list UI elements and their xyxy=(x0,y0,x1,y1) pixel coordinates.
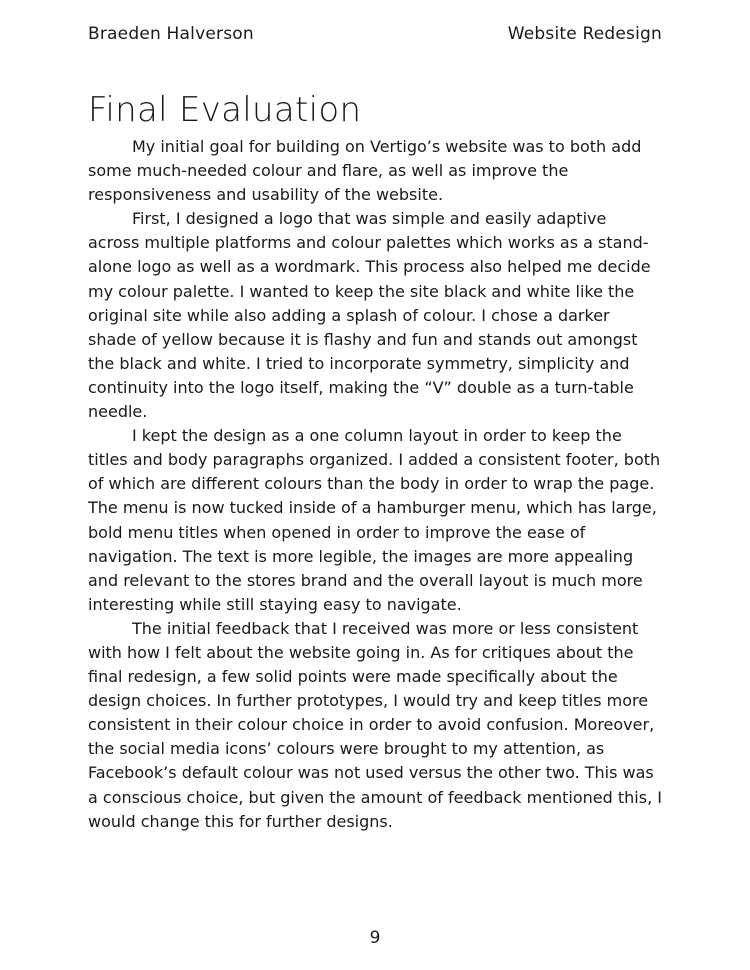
paragraph-logo: First, I designed a logo that was simple and easily adaptive across multiple platforms and colour palettes which works as a stand-alone logo as well as a wordmark. This process also helped me decide my colour palette. I wanted to keep the site black and white like the original site while also adding a splash of colour. I chose a darker shade of yellow because it is flashy and fun and stands out amongst the black and white. I tried to incorporate symmetry, simplicity and continuity into the logo itself, making the “V” double as a turn-table needle. xyxy=(88,209,651,422)
paragraph-layout: I kept the design as a one column layout in order to keep the titles and body paragraphs organized. I added a consistent footer, both of which are different colours than the body in order to wrap the page. The menu is now tucked inside of a hamburger menu, which has large, bold menu titles when opened in order to improve the ease of navigation. The text is more legible, the images are more appealing and relevant to the stores brand and the overall layout is much more interesting while still staying easy to navigate. xyxy=(88,426,661,614)
page-title: Final Evaluation xyxy=(88,90,362,130)
paragraph-feedback: The initial feedback that I received was more or less consistent with how I felt about the website going in. As for critiques about the final redesign, a few solid points were made specifically about the design choices. In further prototypes, I would try and keep titles more consistent in their colour choice in order to avoid confusion. Moreover, the social media icons’ colours were brought to my attention, as Facebook’s default colour was not used versus the other two. This was a conscious choice, but given the amount of feedback mentioned this, I would change this for further designs. xyxy=(88,618,662,831)
page-header xyxy=(88,23,662,45)
document-body xyxy=(88,135,662,834)
header-author: Braeden Halverson xyxy=(88,24,254,44)
header-project-title: Website Redesign xyxy=(507,24,662,44)
page-number: 9 xyxy=(369,928,381,948)
paragraph-intro: My initial goal for building on Vertigo’s website was to both add some much-needed colour and flare, as well as improve the responsiveness and usability of the website. xyxy=(88,137,642,205)
